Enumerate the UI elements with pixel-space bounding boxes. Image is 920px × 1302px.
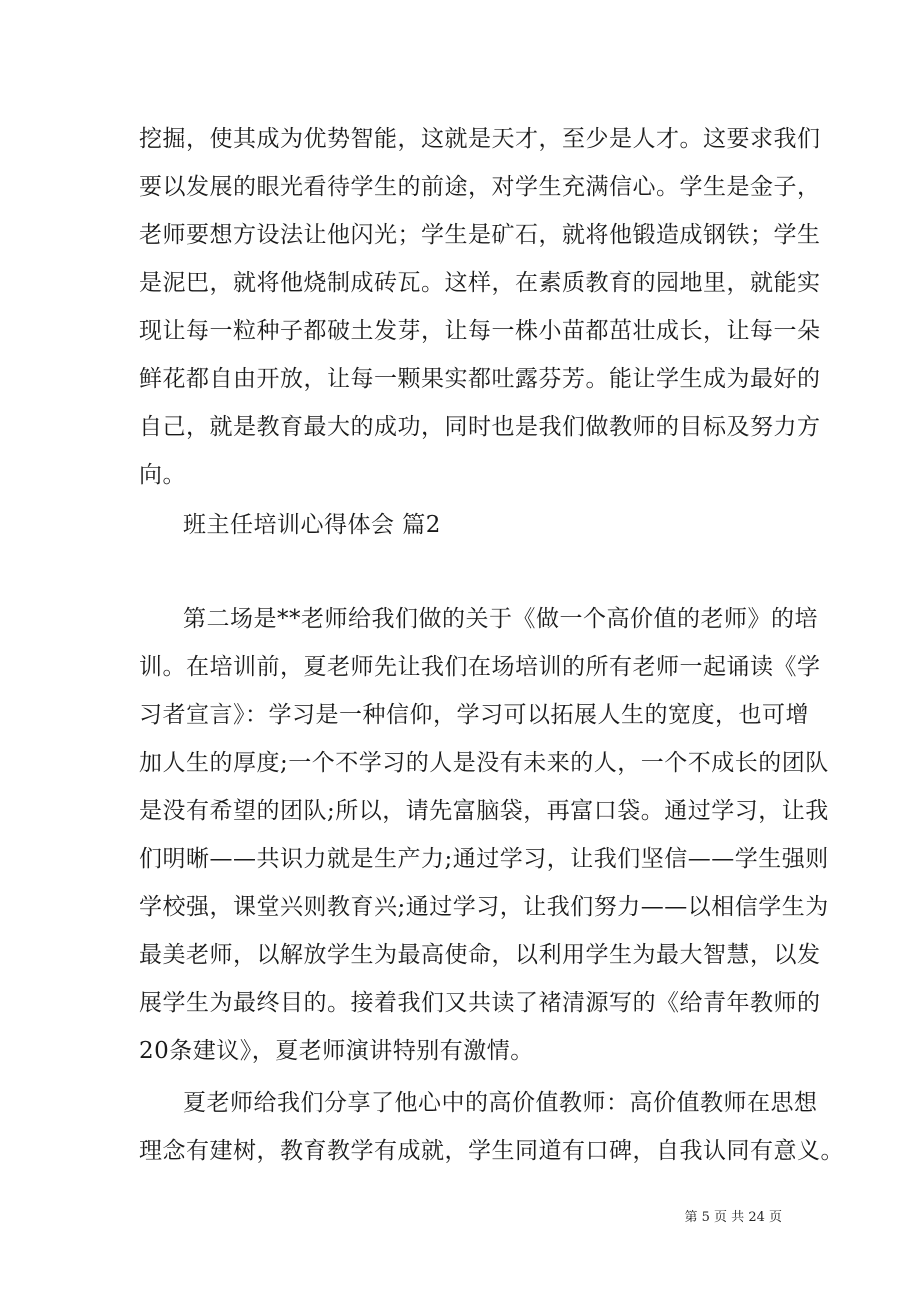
paragraph-1-line: 鲜花都自由开放，让每一颗果实都吐露芬芳。能让学生成为最好的 — [139, 366, 821, 392]
paragraph-2-line: 习者宣言》：学习是一种信仰，学习可以拓展人生的宽度，也可增 — [139, 702, 809, 728]
paragraph-1-line: 自己，就是教育最大的成功，同时也是我们做教师的目标及努力方 — [139, 414, 821, 440]
paragraph-1-line: 老师要想方设法让他闪光；学生是矿石，就将他锻造成钢铁；学生 — [139, 222, 821, 248]
paragraph-2-line: 最美老师，以解放学生为最高使命，以利用学生为最大智慧，以发 — [139, 942, 821, 968]
paragraph-2-line: 加人生的厚度;一个不学习的人是没有未来的人，一个不成长的团队 — [139, 750, 829, 776]
paragraph-2-line: 第二场是**老师给我们做的关于《做一个高价值的老师》的培 — [183, 606, 818, 632]
paragraph-3-line: 夏老师给我们分享了他心中的高价值教师：高价值教师在思想 — [183, 1090, 818, 1116]
paragraph-2-line: 学校强，课堂兴则教育兴;通过学习，让我们努力——以相信学生为 — [139, 894, 829, 920]
section-heading: 班主任培训心得体会 篇2 — [183, 512, 441, 538]
paragraph-2-line: 们明晰——共识力就是生产力;通过学习，让我们坚信——学生强则 — [139, 846, 829, 872]
paragraph-2-line: 训。在培训前，夏老师先让我们在场培训的所有老师一起诵读《学 — [139, 654, 821, 680]
paragraph-1-line: 挖掘，使其成为优势智能，这就是天才，至少是人才。这要求我们 — [139, 126, 821, 152]
paragraph-3-line: 理念有建树，教育教学有成就，学生同道有口碑，自我认同有意义。 — [139, 1138, 844, 1164]
paragraph-2-line: 是没有希望的团队;所以，请先富脑袋，再富口袋。通过学习，让我 — [139, 798, 829, 824]
paragraph-1-line: 现让每一粒种子都破土发芽，让每一株小苗都茁壮成长，让每一朵 — [139, 318, 821, 344]
paragraph-1-line: 是泥巴，就将他烧制成砖瓦。这样，在素质教育的园地里，就能实 — [139, 270, 821, 296]
paragraph-2-line: 20条建议》，夏老师演讲特别有激情。 — [139, 1038, 534, 1064]
paragraph-1-line: 向。 — [139, 462, 186, 488]
paragraph-1-line: 要以发展的眼光看待学生的前途，对学生充满信心。学生是金子， — [139, 174, 821, 200]
paragraph-2-line: 展学生为最终目的。接着我们又共读了褚清源写的《给青年教师的 — [139, 990, 821, 1016]
page-number-footer: 第 5 页 共 24 页 — [684, 1210, 782, 1225]
